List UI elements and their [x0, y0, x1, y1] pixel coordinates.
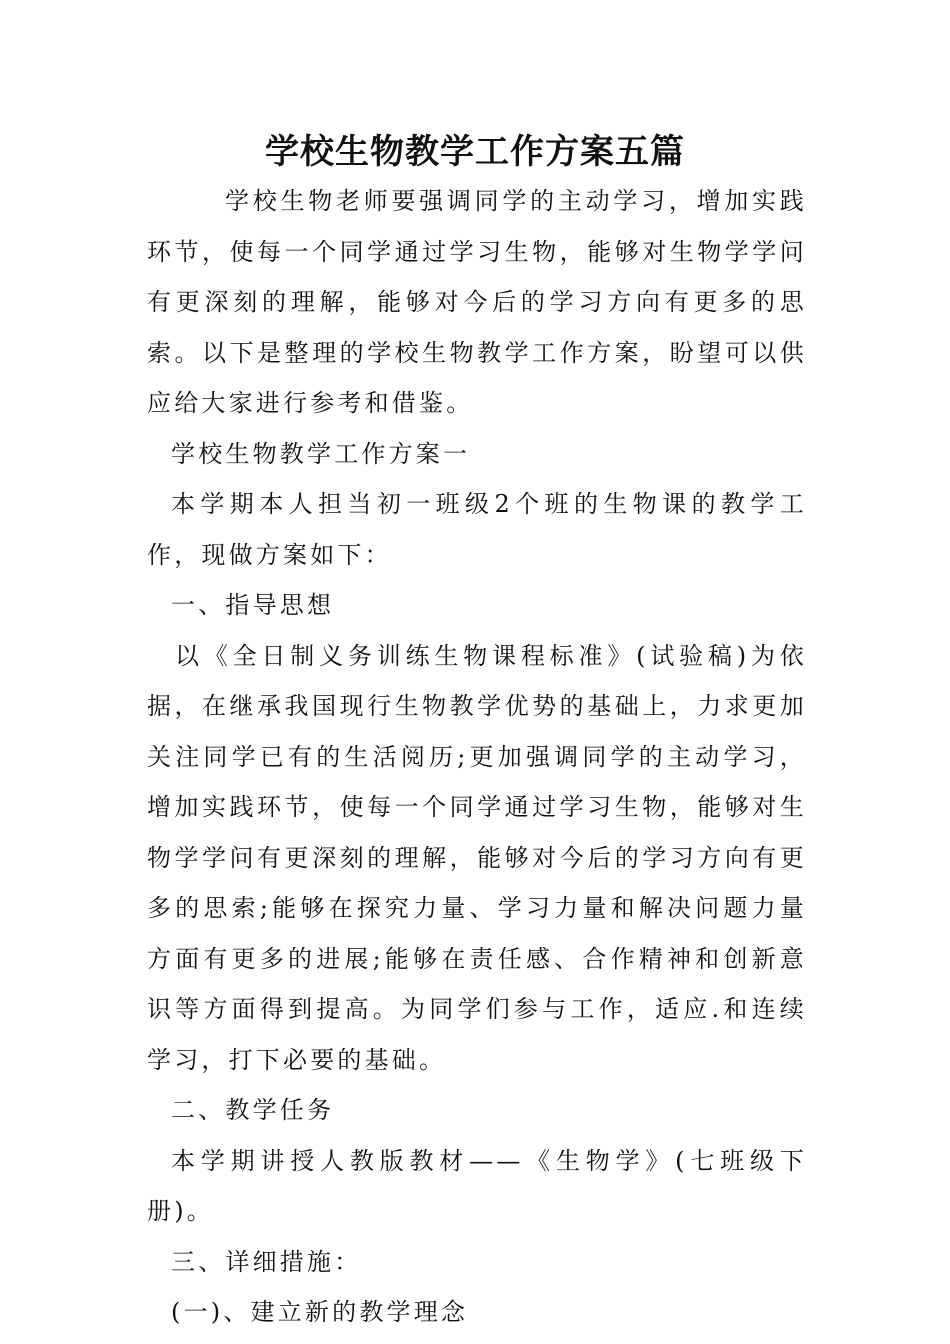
guiding-ideology-paragraph: 以《全日制义务训练生物课程标准》(试验稿)为依据，在继承我国现行生物教学优势的基础上，力求更加关注同学已有的生活阅历;更加强调同学的主动学习，增加实践环节，使每一个同学通过学习生物，能够对生物学学问有更深刻的理解，能够对今后的学习方向有更多的思索;能够在探究力量、学习力量和解决问题力量方面有更多的进展;能够在责任感、合作精神和创新意识等方面得到提高。为同学们参与工作，适应.和连续学习，打下必要的基础。 — [147, 641, 807, 1074]
heading-teaching-tasks: 二、教学任务 — [171, 1096, 335, 1124]
document-title: 学校生物教学工作方案五篇 — [265, 132, 685, 172]
section-heading-plan-one: 学校生物教学工作方案一 — [171, 439, 471, 468]
document-body — [147, 176, 807, 1338]
subheading-new-teaching-concept: (一)、建立新的教学理念 — [171, 1298, 469, 1326]
heading-guiding-ideology: 一、指导思想 — [171, 591, 335, 619]
heading-specific-measures: 三、详细措施： — [171, 1247, 362, 1276]
plan-intro-paragraph: 本学期本人担当初一班级2个班的生物课的教学工作，现做方案如下： — [147, 490, 807, 569]
teaching-tasks-paragraph: 本学期讲授人教版教材——《生物学》(七班级下册)。 — [147, 1146, 807, 1225]
intro-paragraph: 学校生物老师要强调同学的主动学习，增加实践环节，使每一个同学通过学习生物，能够对生物学学问有更深刻的理解，能够对今后的学习方向有更多的思索。以下是整理的学校生物教学工作方案，盼望可以供应给大家进行参考和借鉴。 — [147, 187, 807, 417]
